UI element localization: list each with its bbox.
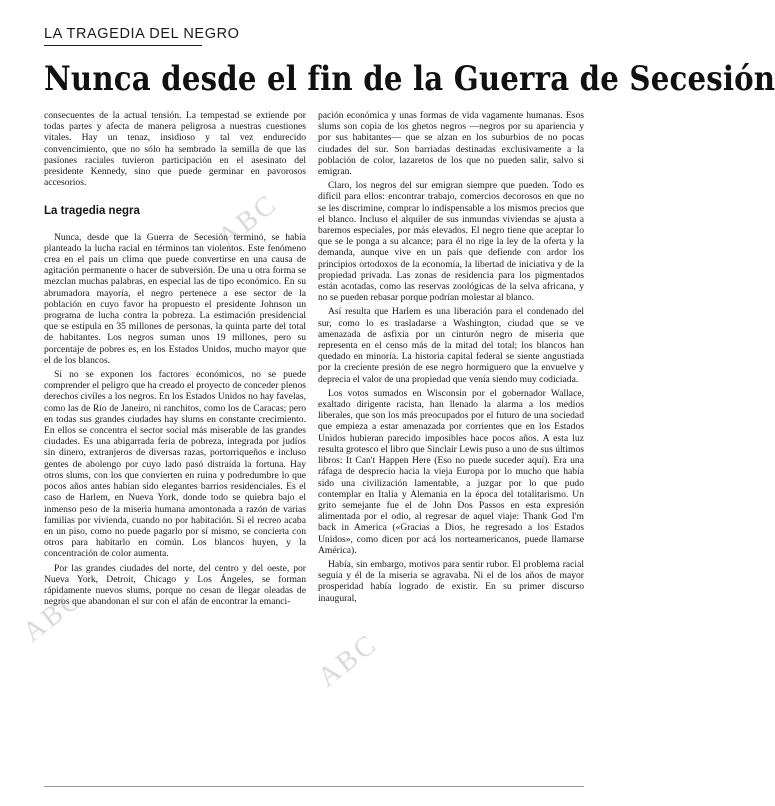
body-paragraph: Había, sin embargo, motivos para sentir rubor. El problema racial seguía y él de la miseria se agravaba. Ni el de los años de mayor prosperidad había logrado de existir. En su primer discurso inaugural,	[318, 558, 584, 604]
body-paragraph: pación económica y unas formas de vida vagamente humanas. Esos slums son copia de los ghetos negros —negros por su apariencia y por sus habitantes— que se alzan en los suburbios de no pocas ciudades del sur. Son barriadas destinadas exclusivamente a la población de color, lazaretos de los que no pueden salir, salvo si emigran.	[318, 110, 584, 178]
intro-paragraph: consecuentes de la actual tensión. La tempestad se extiende por todas partes y afecta de manera peligrosa a nuestras cuestiones vitales. Hay un tenaz, insidioso y tal vez endurecido convencimiento, que no sólo ha sembrado la semilla de que las pasiones raciales tuvieron participación en el asesinato del presidente Kennedy, sino que puede germinar en pavorosos accesorios.	[44, 110, 306, 189]
body-paragraph: Claro, los negros del sur emigran siempre que pueden. Todo es difícil para ellos: encontrar trabajo, comercios decorosos en que no se les discrimine, comprar lo indispensable a los mismos precios que el blanco. Incluso el alquiler de sus inmundas viviendas se ajusta a baremos especiales, por más elevados. El negro tiene que aceptar lo que se le ponga a su alcance; para él no rige la ley de la oferta y la demanda, aunque vive en un país que defiende con ardor los principios ortodoxos de la economía, la libertad de iniciativa y de la propiedad privada. Las zonas de residencia para los pigmentados están acotadas, como las reservas zoológicas de la selva africana, y no se pueden rebasar porque podrían molestar al blanco.	[318, 180, 584, 304]
section-header-rule	[44, 45, 202, 46]
body-paragraph: Por las grandes ciudades del norte, del centro y del oeste, por Nueva York, Detroit, Chicago y Los Ángeles, se forman rápidamente nuevos slums, porque no cesan de llegar oleadas de negros que abandonan el sur con el afán de encontrar la emanci-	[44, 562, 306, 608]
body-paragraph: Los votos sumados en Wisconsin por el gobernador Wallace, exaltado dirigente racista, han llenado la alarma a los medios liberales, que son los más preocupados por el futuro de una sociedad que empieza a estar amenazada por corrientes que en los Estados Unidos hubieran parecido imposibles hace pocos años. A esta luz resulta grotesco el libro que Sinclair Lewis puso a uno de sus últimos libros: It Can't Happen Here (Eso no puede suceder aquí). Era una ráfaga de desprecio hacia la vieja Europa por lo mucho que había sido una civilización lamentable, a juzgar por lo que pudo contemplar en Italia y Alemania en la época del totalitarismo. Un grito semejante fue el de John Dos Passos en esta expresión alimentada por el odio, al regresar de aquel viaje: Thank God I'm back in America («Gracias a Dios, he regresado a los Estados Unidos», como dicen por acá los norteamericanos, puede llamarse América).	[318, 387, 584, 556]
abc-watermark: ABC	[212, 187, 284, 254]
abc-watermark: ABC	[312, 627, 384, 694]
body-paragraph: Nunca, desde que la Guerra de Secesión terminó, se había planteado la lucha racial en términos tan violentos. Este fenómeno crea en el país un clima que puede convertirse en una causa de agitación permanente o hacer de subversión. De una u otra forma se mezclan muchas palabras, en especial las de tipo económico. En su abrumadora mayoría, el negro pertenece a ese sector de la población en cuyo favor ha propuesto el presidente Johnson un programa de lucha contra la pobreza. La estimación presidencial que se estipula en 35 millones de personas, la quinta parte del total de habitantes. Los negros suman unos 19 millones, pero su porcentaje de pobres es, en los Estados Unidos, mucho mayor que el de los blancos.	[44, 231, 306, 366]
abc-watermark: ABC	[17, 582, 89, 649]
page-bottom-rule	[44, 786, 584, 787]
body-paragraph: Si no se exponen los factores económicos, no se puede comprender el peligro que ha creado el proyecto de conceder plenos derechos civiles a los negros. En los Estados Unidos no hay favelas, como las de Río de Janeiro, ni ranchitos, como los de Caracas; pero en todas sus grandes ciudades hay slums en constante crecimiento. En ellos se concentra el sector social más miserable de las grandes ciudades. Es una abigarrada feria de pobreza, integrada por judíos sin dinero, extranjeros de diversas razas, portorriqueños e incluso gentes de abolengo por cuyo lado pasó distraída la fortuna. Hay otros slums, con los que convierten en ruina y podredumbre lo que pocos años antes habían sido elegantes barrios residenciales. Es el caso de Harlem, en Nueva York, donde todo se quiebra bajo el inmenso peso de la miseria humana amontonada a razón de varias familias por vivienda, cuando no por habitación. Si el recreo acaba en un piso, como no puede pagarlo por sí mismo, se concierta con otros para habitarlo en común. Los blancos huyen, y la concentración de color aumenta.	[44, 369, 306, 560]
body-paragraph: Así resulta que Harlem es una liberación para el condenado del sur, como lo es trasladarse a Washington, ciudad que se ve amenazada de asfixia por un cinturón negro de miseria que representa en el censo más de la mitad del total; los blancos han quedado en minoría. La historia capital federal se siente angustiada por la creciente presión de ese negro hormiguero que la envuelve y deprecia el valor de una propiedad que venía siendo muy codiciada.	[318, 306, 584, 385]
left-column	[44, 110, 306, 760]
section-header: LA TRAGEDIA DEL NEGRO	[44, 26, 240, 42]
subhead-la-tragedia-negra: La tragedia negra	[44, 205, 140, 218]
headline: Nunca desde el fin de la Guerra de Secesión	[44, 59, 775, 99]
right-column	[318, 110, 584, 760]
